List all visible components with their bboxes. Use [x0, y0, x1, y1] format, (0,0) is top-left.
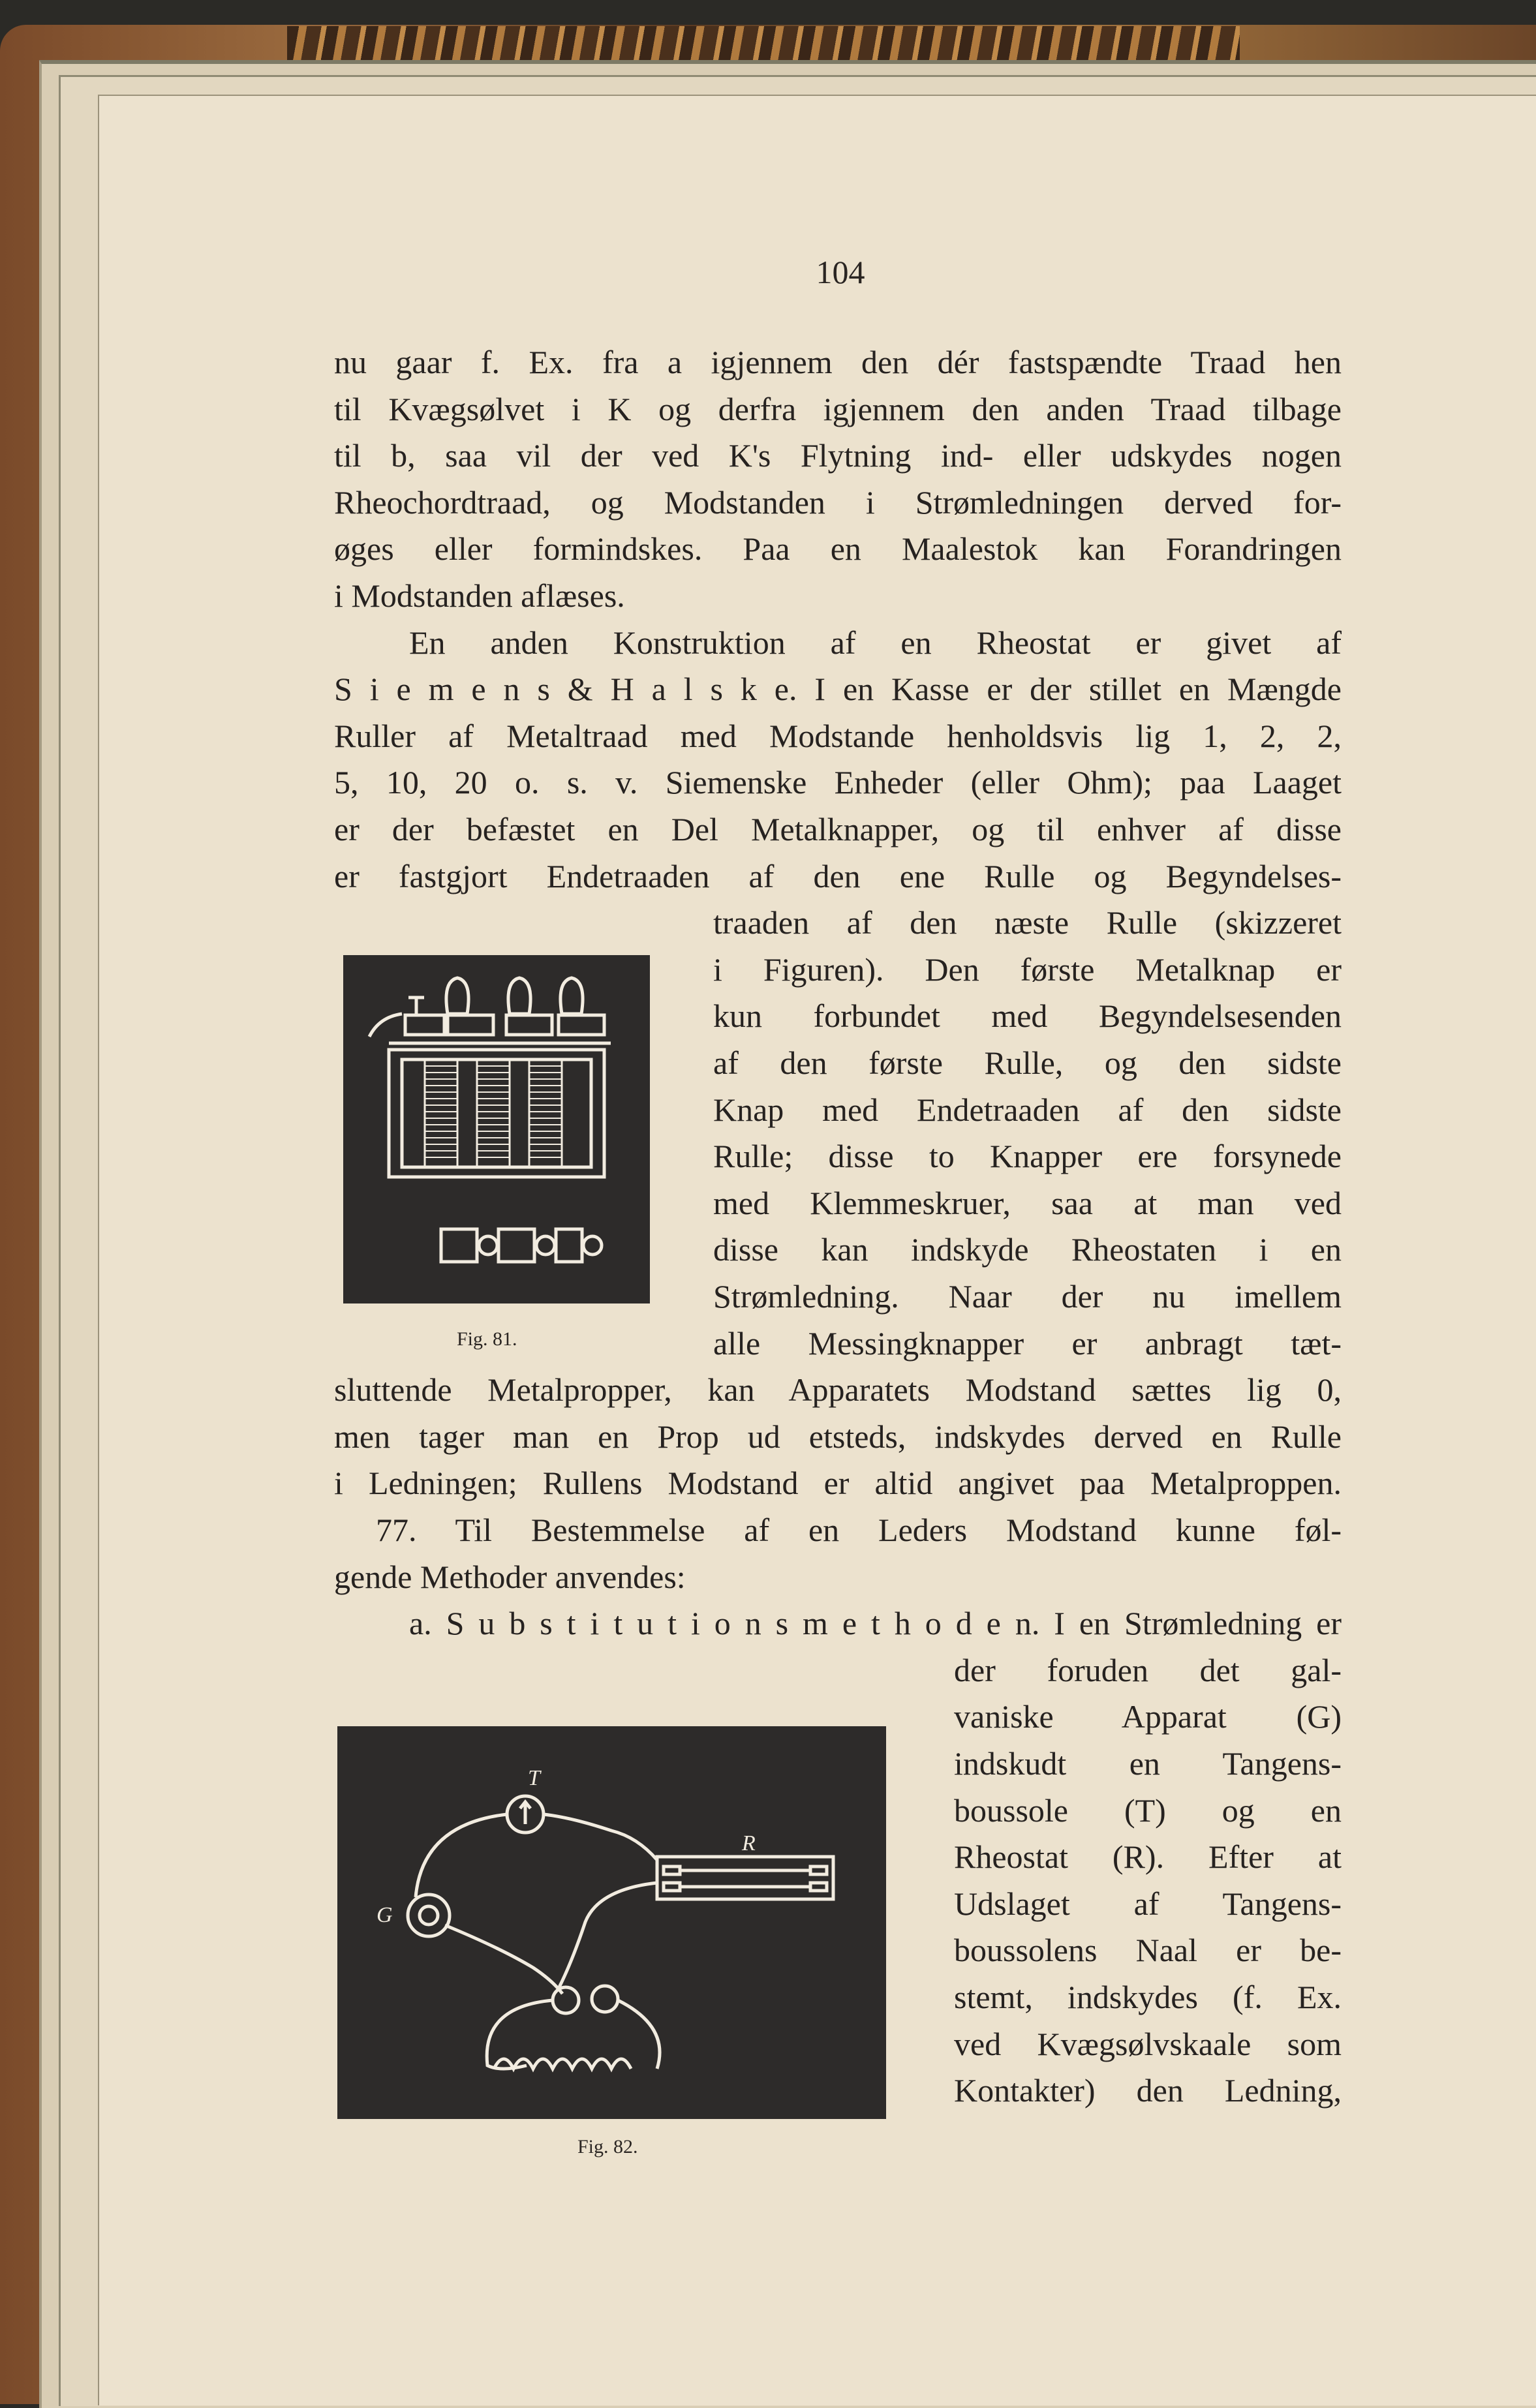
text-line: til b, saa vil der ved K's Flytning ind- eller udskydes nogen: [334, 437, 1342, 474]
text-line: disse kan indskyde Rheostaten i en: [713, 1231, 1342, 1268]
text-line: i Modstanden aflæses.: [334, 577, 625, 614]
text-line: men tager man en Prop ud etsteds, indskydes derved en Rulle: [334, 1418, 1342, 1455]
text-line: med Klemmeskruer, saa at man ved: [713, 1184, 1342, 1221]
text-line: Strømledning. Naar der nu imellem: [713, 1278, 1342, 1315]
text-line: ved Kvægsølvskaale som: [954, 2025, 1342, 2062]
text-line: Rheochordtraad, og Modstanden i Strømledningen derved for-: [334, 483, 1342, 521]
text-line: vaniske Apparat (G): [954, 1698, 1342, 1735]
text-line: a. S u b s t i t u t i o n s m e t h o d e n. I en Strømledning er: [409, 1605, 1342, 1642]
text-line: traaden af den næste Rulle (skizzeret: [713, 904, 1342, 941]
text-line: indskudt en Tangens-: [954, 1745, 1342, 1782]
text-line: øges eller formindskes. Paa en Maalestok kan Forandringen: [334, 530, 1342, 568]
rheostat-illustration: [343, 955, 650, 1303]
text-line: i Ledningen; Rullens Modstand er altid angivet paa Metalproppen.: [334, 1465, 1342, 1502]
text-line: der foruden det gal-: [954, 1651, 1342, 1688]
text-line: boussole (T) og en: [954, 1791, 1342, 1829]
text-line: Rulle; disse to Knapper ere forsynede: [713, 1138, 1342, 1175]
marbled-edge: [287, 26, 1240, 65]
text-line: Udslaget af Tangens-: [954, 1885, 1342, 1922]
text-line: boussolens Naal er be-: [954, 1932, 1342, 1969]
figure-82-circuit: [337, 1726, 886, 2119]
text-line: En anden Konstruktion af en Rheostat er givet af: [409, 624, 1342, 661]
text-line: er fastgjort Endetraaden af den ene Rulle og Begyndelses-: [334, 857, 1342, 894]
page-number: 104: [816, 254, 865, 290]
text-line: 5, 10, 20 o. s. v. Siemenske Enheder (eller Ohm); paa Laaget: [334, 764, 1342, 801]
text-line: i Figuren). Den første Metalknap er: [713, 951, 1342, 988]
text-line: til Kvægsølvet i K og derfra igjennem den anden Traad tilbage: [334, 390, 1342, 427]
text-line: S i e m e n s & H a l s k e. I en Kasse er der stillet en Mængde: [334, 671, 1342, 708]
figure-81-rheostat: [343, 955, 650, 1303]
text-line: Rheostat (R). Efter at: [954, 1838, 1342, 1876]
text-line: stemt, indskydes (f. Ex.: [954, 1979, 1342, 2015]
text-line: sluttende Metalpropper, kan Apparatets Modstand sættes lig 0,: [334, 1371, 1342, 1409]
circuit-illustration: [337, 1726, 886, 2119]
text-line: Ruller af Metaltraad med Modstande henholdsvis lig 1, 2, 2,: [334, 717, 1342, 754]
text-line: af den første Rulle, og den sidste: [713, 1044, 1342, 1081]
figure-82-caption: Fig. 82.: [577, 2136, 638, 2157]
label-G: G: [376, 1903, 393, 1927]
text-line: alle Messingknapper er anbragt tæt-: [713, 1324, 1342, 1362]
figure-81-caption: Fig. 81.: [457, 1328, 517, 1350]
text-line: gende Methoder anvendes:: [334, 1558, 686, 1595]
text-line: Kontakter) den Ledning,: [954, 2072, 1342, 2109]
text-line: Knap med Endetraaden af den sidste: [713, 1091, 1342, 1128]
text-line: nu gaar f. Ex. fra a igjennem den dér fastspændte Traad hen: [334, 344, 1342, 380]
label-R: R: [742, 1831, 756, 1855]
text-line: kun forbundet med Begyndelsesenden: [713, 998, 1342, 1035]
text-line: er der befæstet en Del Metalknapper, og til enhver af disse: [334, 811, 1342, 847]
label-T: T: [528, 1766, 540, 1790]
text-line: 77. Til Bestemmelse af en Leders Modstand kunne føl-: [376, 1512, 1342, 1548]
